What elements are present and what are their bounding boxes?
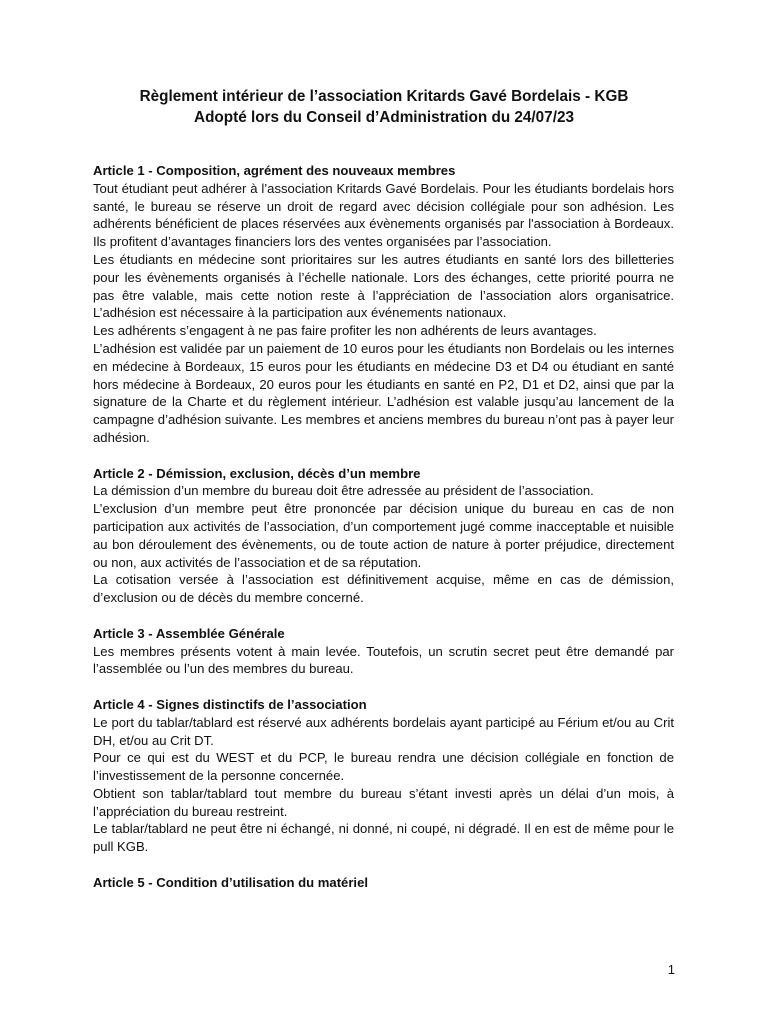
article-paragraph: La démission d’un membre du bureau doit être adressée au président de l’association. [93,483,594,499]
article-5 [93,874,674,892]
document-subtitle: Adopté lors du Conseil d’Administration du 24/07/23 [194,109,574,126]
article-paragraph: Tout étudiant peut adhérer à l’association Kritards Gavé Bordelais. Pour les étudiants bordelais hors santé, le bureau se réserve un droit de regard avec décision collégiale pour son adhésion. Les adhérents bénéficient de places réservées aux évènements organisés par l'association à Bordeaux. Ils profitent d’avantages financiers lors des ventes organisées par l’association. [93,180,674,250]
article-paragraph: L’exclusion d’un membre peut être prononcée par décision unique du bureau en cas de non participation aux activités de l’association, d’un comportement jugé comme inacceptable et nuisible au bon déroulement des évènements, ou de toute action de nature à porter préjudice, directement ou non, aux activités de l’association et de sa réputation. [93,501,674,570]
article-title: Article 3 - Assemblée Générale [93,625,285,641]
article-3 [93,625,674,678]
article-title: Article 4 - Signes distinctifs de l’association [93,696,367,712]
article-4 [93,696,674,856]
page-number: 1 [667,962,675,977]
article-paragraph: Le port du tablar/tablard est réservé aux adhérents bordelais ayant participé au Férium et/ou au Crit DH, et/ou au Crit DT. [93,714,674,748]
document-header [93,86,675,128]
article-title: Article 5 - Condition d’utilisation du matériel [93,874,368,890]
article-paragraph: L’adhésion est validée par un paiement de 10 euros pour les étudiants non Bordelais ou les internes en médecine à Bordeaux, 15 euros pour les étudiants en médecine D3 et D4 ou étudiant en santé hors médecine à Bordeaux, 20 euros pour les étudiants en santé en P2, D1 et D2, ainsi que par la signature de la Charte et du règlement intérieur. L’adhésion est valable jusqu’au lancement de la campagne d’adhésion suivante. Les membres et anciens membres du bureau n’ont pas à payer leur adhésion. [93,340,674,445]
article-paragraph: Les adhérents s’engagent à ne pas faire profiter les non adhérents de leurs avantages. [93,323,597,339]
article-paragraph: Pour ce qui est du WEST et du PCP, le bureau rendra une décision collégiale en fonction de l’investissement de la personne concernée. [93,750,674,784]
article-1 [93,162,674,447]
article-paragraph: Les étudiants en médecine sont prioritaires sur les autres étudiants en santé lors des billetteries pour les évènements organisés à l’échelle nationale. Lors des échanges, cette priorité pourra ne pas être valable, mais cette notion reste à l’appréciation de l’association alors organisatrice. L’adhésion est nécessaire à la participation aux événements nationaux. [93,251,674,321]
article-title: Article 2 - Démission, exclusion, décès d’un membre [93,465,421,481]
article-2 [93,465,674,607]
article-paragraph: Le tablar/tablard ne peut être ni échangé, ni donné, ni coupé, ni dégradé. Il en est de même pour le pull KGB. [93,821,674,855]
article-paragraph: La cotisation versée à l’association est définitivement acquise, même en cas de démission, d’exclusion ou de décès du membre concerné. [93,572,674,606]
article-title: Article 1 - Composition, agrément des nouveaux membres [93,163,456,178]
document-title: Règlement intérieur de l’association Kritards Gavé Bordelais - KGB [139,88,629,105]
article-paragraph: Les membres présents votent à main levée. Toutefois, un scrutin secret peut être demandé par l’assemblée ou l’un des membres du bureau. [93,643,674,677]
article-paragraph: Obtient son tablar/tablard tout membre du bureau s’étant investi après un délai d’un mois, à l’appréciation du bureau restreint. [93,785,674,819]
document-body [93,162,674,909]
